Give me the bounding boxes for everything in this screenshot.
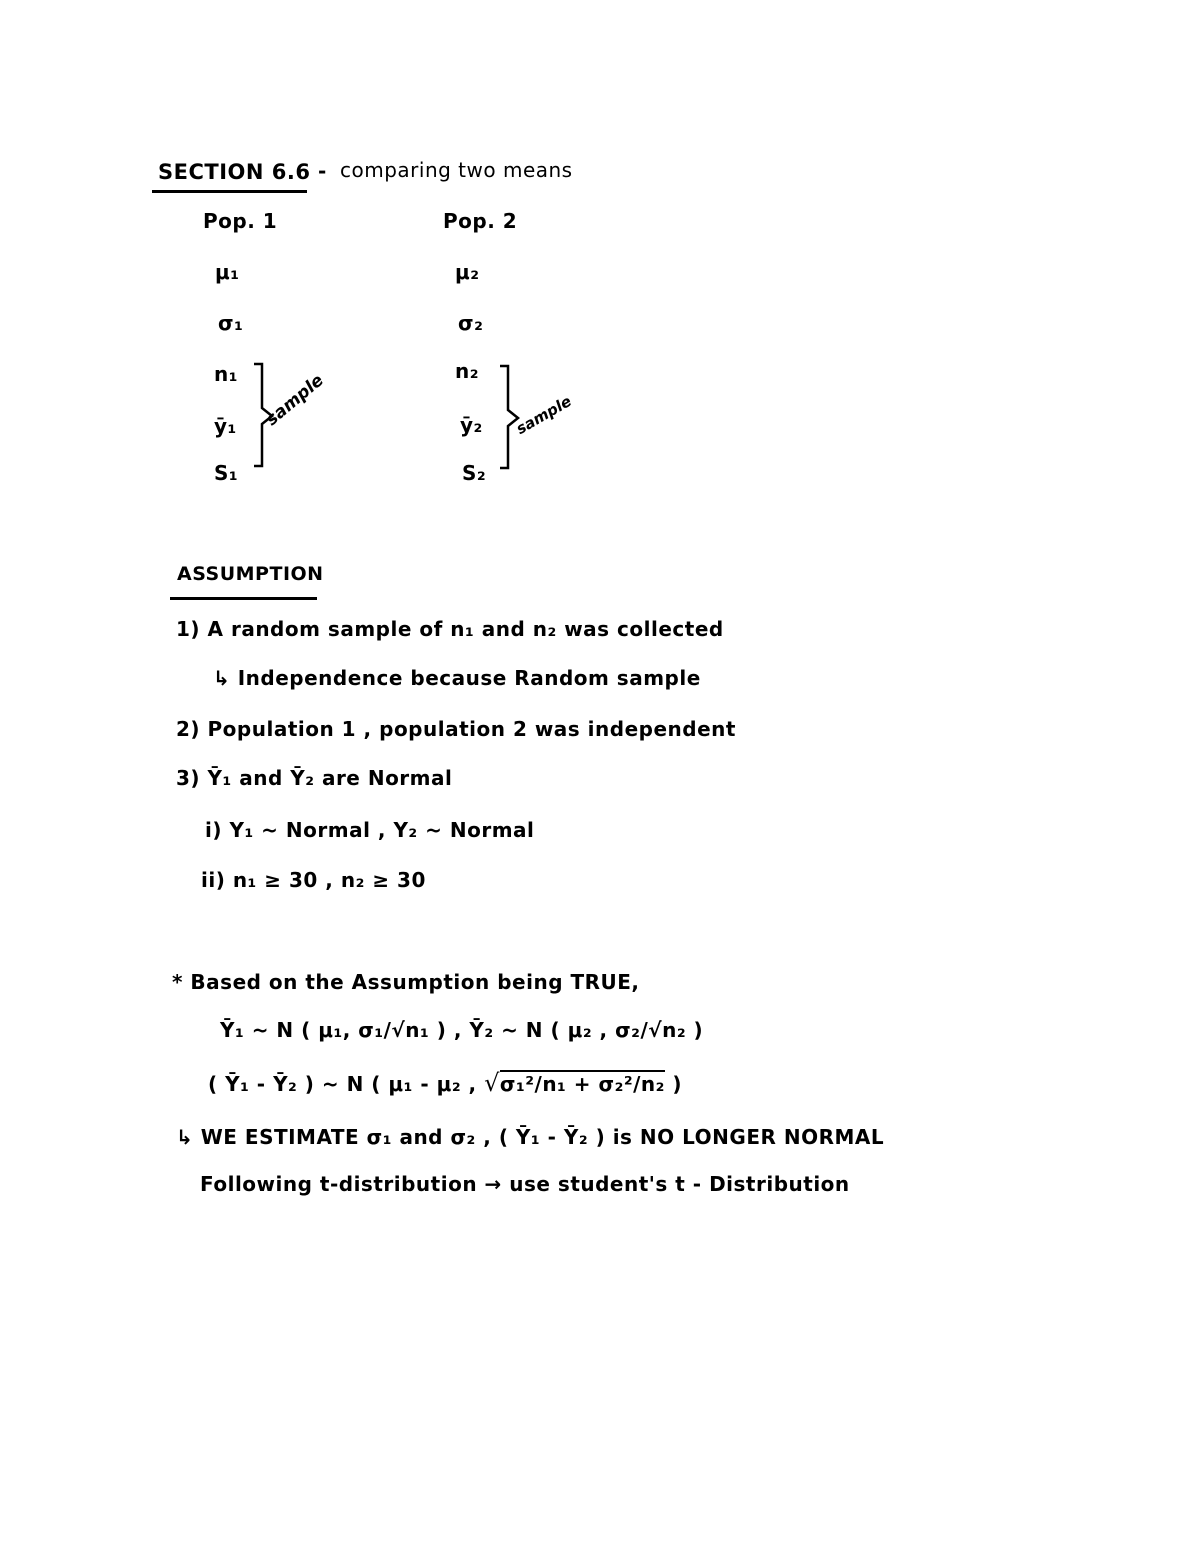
based-line-2 [208, 1070, 682, 1095]
pop1-brace-label: sample [262, 370, 328, 430]
based-line-2-left: ( Ȳ₁ - Ȳ₂ ) ~ N ( μ₁ - μ₂ , [208, 1072, 477, 1096]
pop2-ybar: ȳ₂ [460, 413, 483, 437]
assumption-item-1: 1) A random sample of n₁ and n₂ was collected [176, 617, 724, 641]
based-intro: * Based on the Assumption being TRUE, [172, 970, 640, 994]
based-line-2-close: ) [672, 1072, 683, 1096]
assumption-item-3-ii: ii) n₁ ≥ 30 , n₂ ≥ 30 [201, 868, 426, 892]
assumption-item-2: 2) Population 1 , population 2 was independent [176, 717, 736, 741]
section-dash: - [318, 159, 327, 183]
pop1-sigma: σ₁ [218, 311, 244, 335]
pop1-s: S₁ [214, 461, 239, 485]
pop2-header: Pop. 2 [443, 209, 518, 233]
assumption-item-3-i: i) Y₁ ~ Normal , Y₂ ~ Normal [205, 818, 535, 842]
pop2-brace-label: sample [513, 392, 575, 438]
pop2-n: n₂ [455, 359, 479, 383]
based-note-2: Following t-distribution → use student's t - Distribution [200, 1172, 850, 1196]
pop1-ybar: ȳ₁ [214, 414, 237, 438]
sqrt-icon: √ [484, 1069, 500, 1097]
pop1-n: n₁ [214, 362, 238, 386]
pop1-mu: μ₁ [215, 260, 240, 284]
section-label: SECTION 6.6 [158, 160, 311, 184]
section-subtitle: comparing two means [340, 158, 573, 182]
pop2-s: S₂ [462, 461, 487, 485]
pop2-sigma: σ₂ [458, 311, 484, 335]
pop1-header: Pop. 1 [203, 209, 278, 233]
sqrt-expression [484, 1070, 665, 1095]
based-line-1: Ȳ₁ ~ N ( μ₁, σ₁/√n₁ ) , Ȳ₂ ~ N ( μ₂ , σ₂/√n₂ ) [220, 1018, 704, 1042]
assumption-title: ASSUMPTION [177, 563, 324, 585]
assumption-item-1-note: ↳ Independence because Random sample [213, 666, 701, 690]
based-note-1: ↳ WE ESTIMATE σ₁ and σ₂ , ( Ȳ₁ - Ȳ₂ ) is NO LONGER NORMAL [176, 1125, 885, 1149]
sqrt-radicand: σ₁²/n₁ + σ₂²/n₂ [499, 1072, 665, 1096]
section-underline [152, 190, 307, 193]
pop2-mu: μ₂ [455, 260, 480, 284]
assumption-underline [170, 597, 317, 600]
assumption-item-3: 3) Ȳ₁ and Ȳ₂ are Normal [176, 766, 453, 790]
